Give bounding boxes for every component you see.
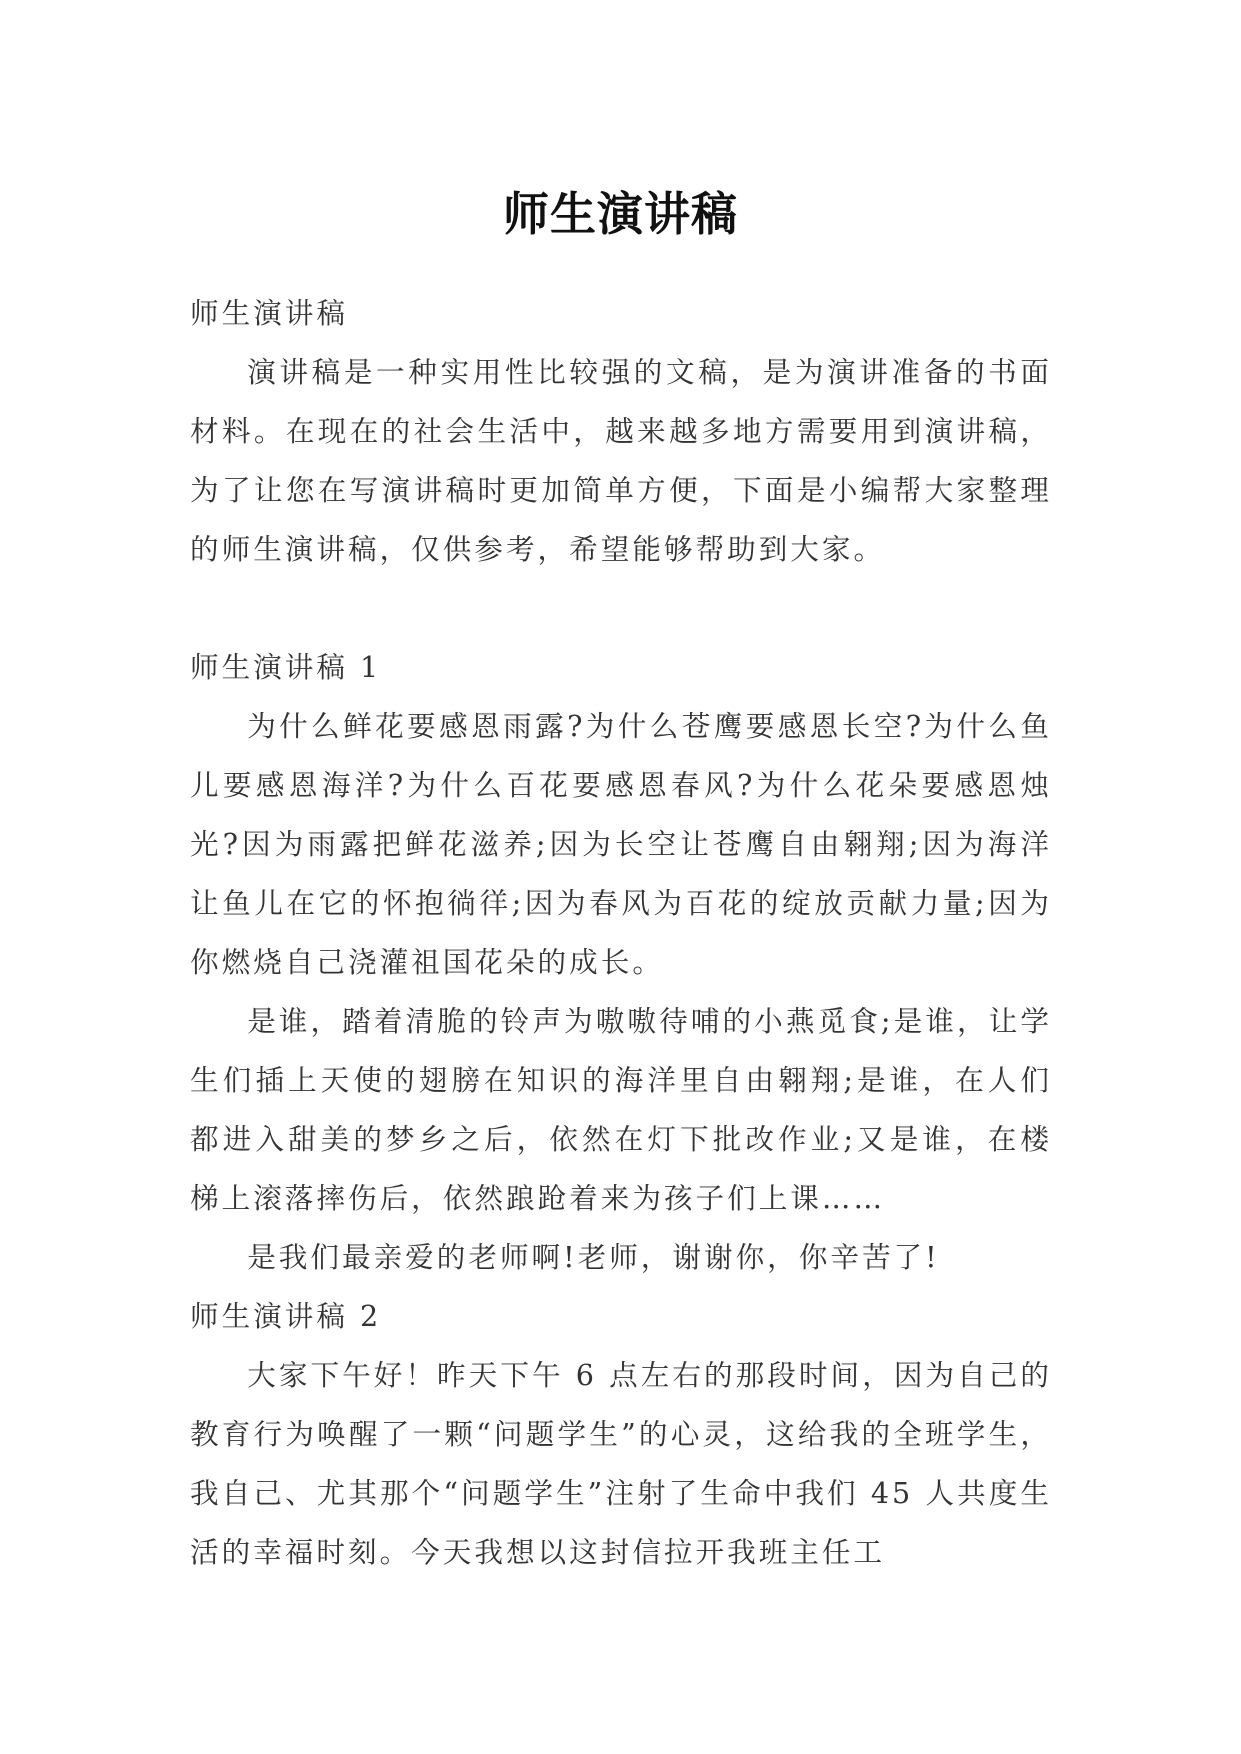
section1-paragraph-2: 是谁，踏着清脆的铃声为嗷嗷待哺的小燕觅食;是谁，让学生们插上天使的翅膀在知识的海洋里自由翱翔;是谁，在人们都进入甜美的梦乡之后，依然在灯下批改作业;又是谁，在楼梯上滚落摔伤后，依然踉跄着来为孩子们上课…… <box>190 1004 1052 1215</box>
section1-paragraph-1: 为什么鲜花要感恩雨露?为什么苍鹰要感恩长空?为什么鱼儿要感恩海洋?为什么百花要感恩春风?为什么花朵要感恩烛光?因为雨露把鲜花滋养;因为长空让苍鹰自由翱翔;因为海洋让鱼儿在它的怀抱徜徉;因为春风为百花的绽放贡献力量;因为你燃烧自己浇灌祖国花朵的成长。 <box>190 709 1052 979</box>
document-body <box>190 284 1052 1582</box>
intro-heading: 师生演讲稿 <box>190 296 348 330</box>
document-title: 师生演讲稿 <box>503 186 738 241</box>
section1-heading: 师生演讲稿 1 <box>190 650 382 684</box>
section-spacer <box>190 579 1052 638</box>
section1-paragraph-3: 是我们最亲爱的老师啊!老师，谢谢你，你辛苦了! <box>247 1240 940 1274</box>
section2-paragraph-1: 大家下午好！昨天下午 6 点左右的那段时间，因为自己的教育行为唤醒了一颗“问题学生”的心灵，这给我的全班学生，我自己、尤其那个“问题学生”注射了生命中我们 45 人共度生活的幸福时刻。今天我想以这封信拉开我班主任工 <box>190 1358 1052 1569</box>
section2-heading: 师生演讲稿 2 <box>190 1299 382 1333</box>
intro-paragraph: 演讲稿是一种实用性比较强的文稿，是为演讲准备的书面材料。在现在的社会生活中，越来越多地方需要用到演讲稿，为了让您在写演讲稿时更加简单方便，下面是小编帮大家整理的师生演讲稿，仅供参考，希望能够帮助到大家。 <box>190 355 1052 566</box>
